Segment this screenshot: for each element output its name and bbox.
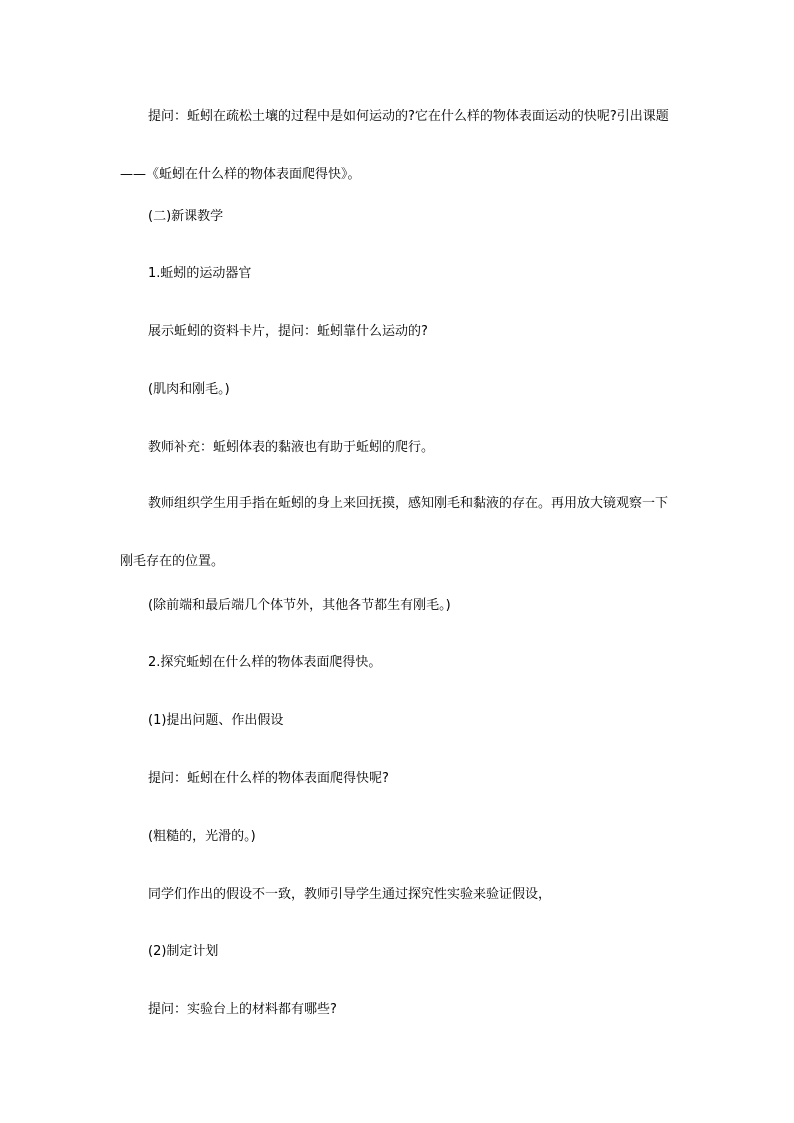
paragraph-answer-muscle: (肌肉和刚毛。) bbox=[148, 382, 230, 397]
paragraph-touch-observe: 教师组织学生用手指在蚯蚓的身上来回抚摸，感知刚毛和黏液的存在。再用放大镜观察一下刚毛存在的位置。 bbox=[120, 496, 669, 569]
paragraph-ask-surface: 提问：蚯蚓在什么样的物体表面爬得快呢? bbox=[148, 771, 389, 786]
paragraph-hypotheses-differ: 同学们作出的假设不一致，教师引导学生通过探究性实验来验证假设， bbox=[148, 887, 552, 902]
subheading-movement-organs: 1.蚯蚓的运动器官 bbox=[148, 266, 252, 281]
paragraph-intro-question: 提问：蚯蚓在疏松土壤的过程中是如何运动的?它在什么样的物体表面运动的快呢?引出课题——《蚯蚓在什么样的物体表面爬得快》。 bbox=[120, 109, 669, 182]
step-question-hypothesis: (1)提出问题、作出假设 bbox=[148, 713, 284, 728]
section-heading-new-lesson: (二)新课教学 bbox=[148, 209, 224, 224]
paragraph-teacher-supplement: 教师补充：蚯蚓体表的黏液也有助于蚯蚓的爬行。 bbox=[148, 440, 435, 455]
paragraph-answer-rough-smooth: (粗糙的，光滑的。) bbox=[148, 829, 256, 844]
step-make-plan: (2)制定计划 bbox=[148, 944, 219, 959]
paragraph-answer-setae: (除前端和最后端几个体节外，其他各节都生有刚毛。) bbox=[148, 598, 451, 613]
subheading-explore-surface: 2.探究蚯蚓在什么样的物体表面爬得快。 bbox=[148, 655, 382, 670]
paragraph-ask-materials: 提问：实验台上的材料都有哪些? bbox=[148, 1002, 337, 1017]
paragraph-show-card: 展示蚯蚓的资料卡片，提问：蚯蚓靠什么运动的? bbox=[148, 324, 428, 339]
